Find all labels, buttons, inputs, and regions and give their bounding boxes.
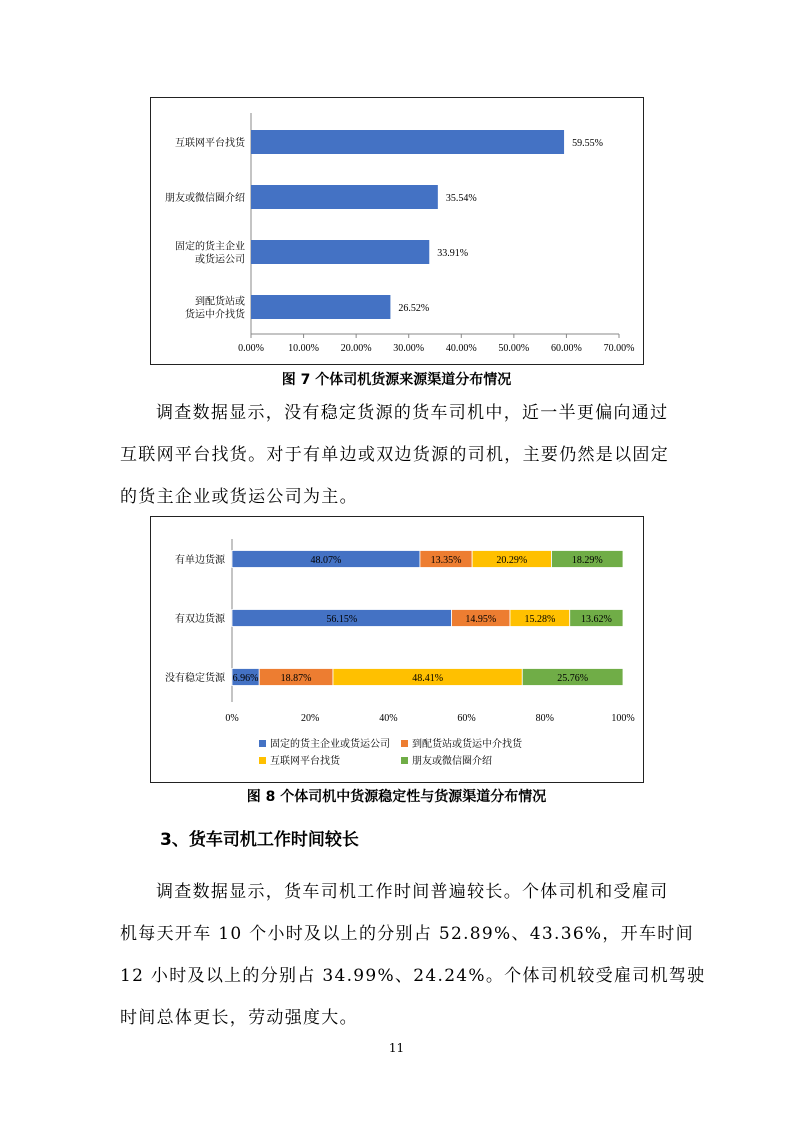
- chart8-data-label: 18.87%: [280, 673, 312, 684]
- paragraph-2-line: 时间总体更长，劳动强度大。: [120, 1008, 358, 1028]
- paragraph-1-line: 互联网平台找货。对于有单边或双边货源的司机，主要仍然是以固定: [120, 445, 669, 465]
- chart8-x-tick-label: 80%: [535, 713, 554, 724]
- chart8-legend-label: 互联网平台找货: [270, 756, 340, 767]
- chart8-data-label: 13.35%: [430, 555, 462, 566]
- chart8-legend-label: 朋友或微信圈介绍: [412, 756, 492, 767]
- chart7-x-tick-label: 20.00%: [340, 343, 372, 354]
- chart8-frame: [150, 516, 644, 783]
- section-heading: 3、货车司机工作时间较长: [160, 830, 359, 850]
- chart8-category-label: 有双边货源: [175, 614, 225, 625]
- chart7-category-label: 固定的货主企业: [175, 241, 245, 253]
- chart8-data-label: 48.07%: [310, 555, 342, 566]
- chart7-data-label: 26.52%: [398, 303, 430, 314]
- chart7-bar: [251, 130, 564, 154]
- paragraph-1-line: 的货主企业或货运公司为主。: [120, 487, 358, 507]
- chart8-data-label: 13.62%: [580, 614, 612, 625]
- chart7-x-tick-label: 50.00%: [498, 343, 530, 354]
- chart7-caption: 图 7 个体司机货源来源渠道分布情况: [281, 372, 512, 388]
- chart8-legend-label: 固定的货主企业或货运公司: [270, 739, 390, 750]
- chart8-data-label: 15.28%: [524, 614, 556, 625]
- chart7-frame: [150, 97, 644, 365]
- paragraph-2-line: 机每天开车 10 个小时及以上的分别占 52.89%、43.36%，开车时间: [120, 924, 694, 944]
- chart8-legend-swatch: [259, 757, 266, 764]
- chart7-x-tick-label: 60.00%: [551, 343, 582, 354]
- chart7-category-label: 到配货站或: [195, 296, 245, 308]
- chart7-bar: [251, 295, 390, 319]
- chart8-x-tick-label: 40%: [379, 713, 398, 724]
- chart8-data-label: 25.76%: [557, 673, 589, 684]
- chart7-x-tick-label: 30.00%: [393, 343, 425, 354]
- chart7-x-tick-label: 40.00%: [445, 343, 477, 354]
- chart7-bar: [251, 185, 438, 209]
- paragraph-2-line: 12 小时及以上的分别占 34.99%、24.24%。个体司机较受雇司机驾驶: [120, 966, 706, 986]
- chart8-data-label: 20.29%: [496, 555, 528, 566]
- chart8-data-label: 48.41%: [412, 673, 444, 684]
- chart8-x-tick-label: 100%: [611, 713, 635, 724]
- chart8-legend-swatch: [401, 757, 408, 764]
- chart7-bar: [251, 240, 429, 264]
- chart8-plot: [151, 517, 642, 781]
- chart7-x-tick-label: 70.00%: [603, 343, 635, 354]
- paragraph-2-line: 调查数据显示，货车司机工作时间普遍较长。个体司机和受雇司: [156, 882, 669, 902]
- chart7-category-label: 货运中介找货: [185, 309, 245, 321]
- paragraph-1-line: 调查数据显示，没有稳定货源的货车司机中，近一半更偏向通过: [156, 403, 669, 423]
- chart7-data-label: 35.54%: [445, 193, 477, 204]
- chart8-x-tick-label: 20%: [301, 713, 320, 724]
- page-number: 11: [388, 1041, 405, 1055]
- chart7-category-label: 朋友或微信圈介绍: [165, 193, 245, 204]
- chart8-data-label: 56.15%: [326, 614, 358, 625]
- chart8-x-tick-label: 0%: [225, 713, 239, 724]
- chart7-x-tick-label: 0.00%: [238, 343, 264, 354]
- chart8-caption: 图 8 个体司机中货源稳定性与货源渠道分布情况: [246, 789, 547, 805]
- chart7-x-tick-label: 10.00%: [288, 343, 319, 354]
- chart8-category-label: 没有稳定货源: [165, 673, 225, 684]
- chart8-data-label: 6.96%: [232, 673, 259, 684]
- chart8-data-label: 18.29%: [571, 555, 603, 566]
- chart7-data-label: 59.55%: [572, 138, 603, 149]
- chart7-category-label: 互联网平台找货: [175, 138, 245, 149]
- chart8-x-tick-label: 60%: [457, 713, 476, 724]
- chart7-category-label: 或货运公司: [195, 254, 245, 266]
- chart8-category-label: 有单边货源: [175, 555, 225, 566]
- chart8-legend-swatch: [401, 740, 408, 747]
- chart7-data-label: 33.91%: [437, 248, 469, 259]
- chart8-data-label: 14.95%: [465, 614, 497, 625]
- chart7-plot: [151, 98, 642, 363]
- chart8-legend-swatch: [259, 740, 266, 747]
- chart8-legend-label: 到配货站或货运中介找货: [412, 739, 522, 750]
